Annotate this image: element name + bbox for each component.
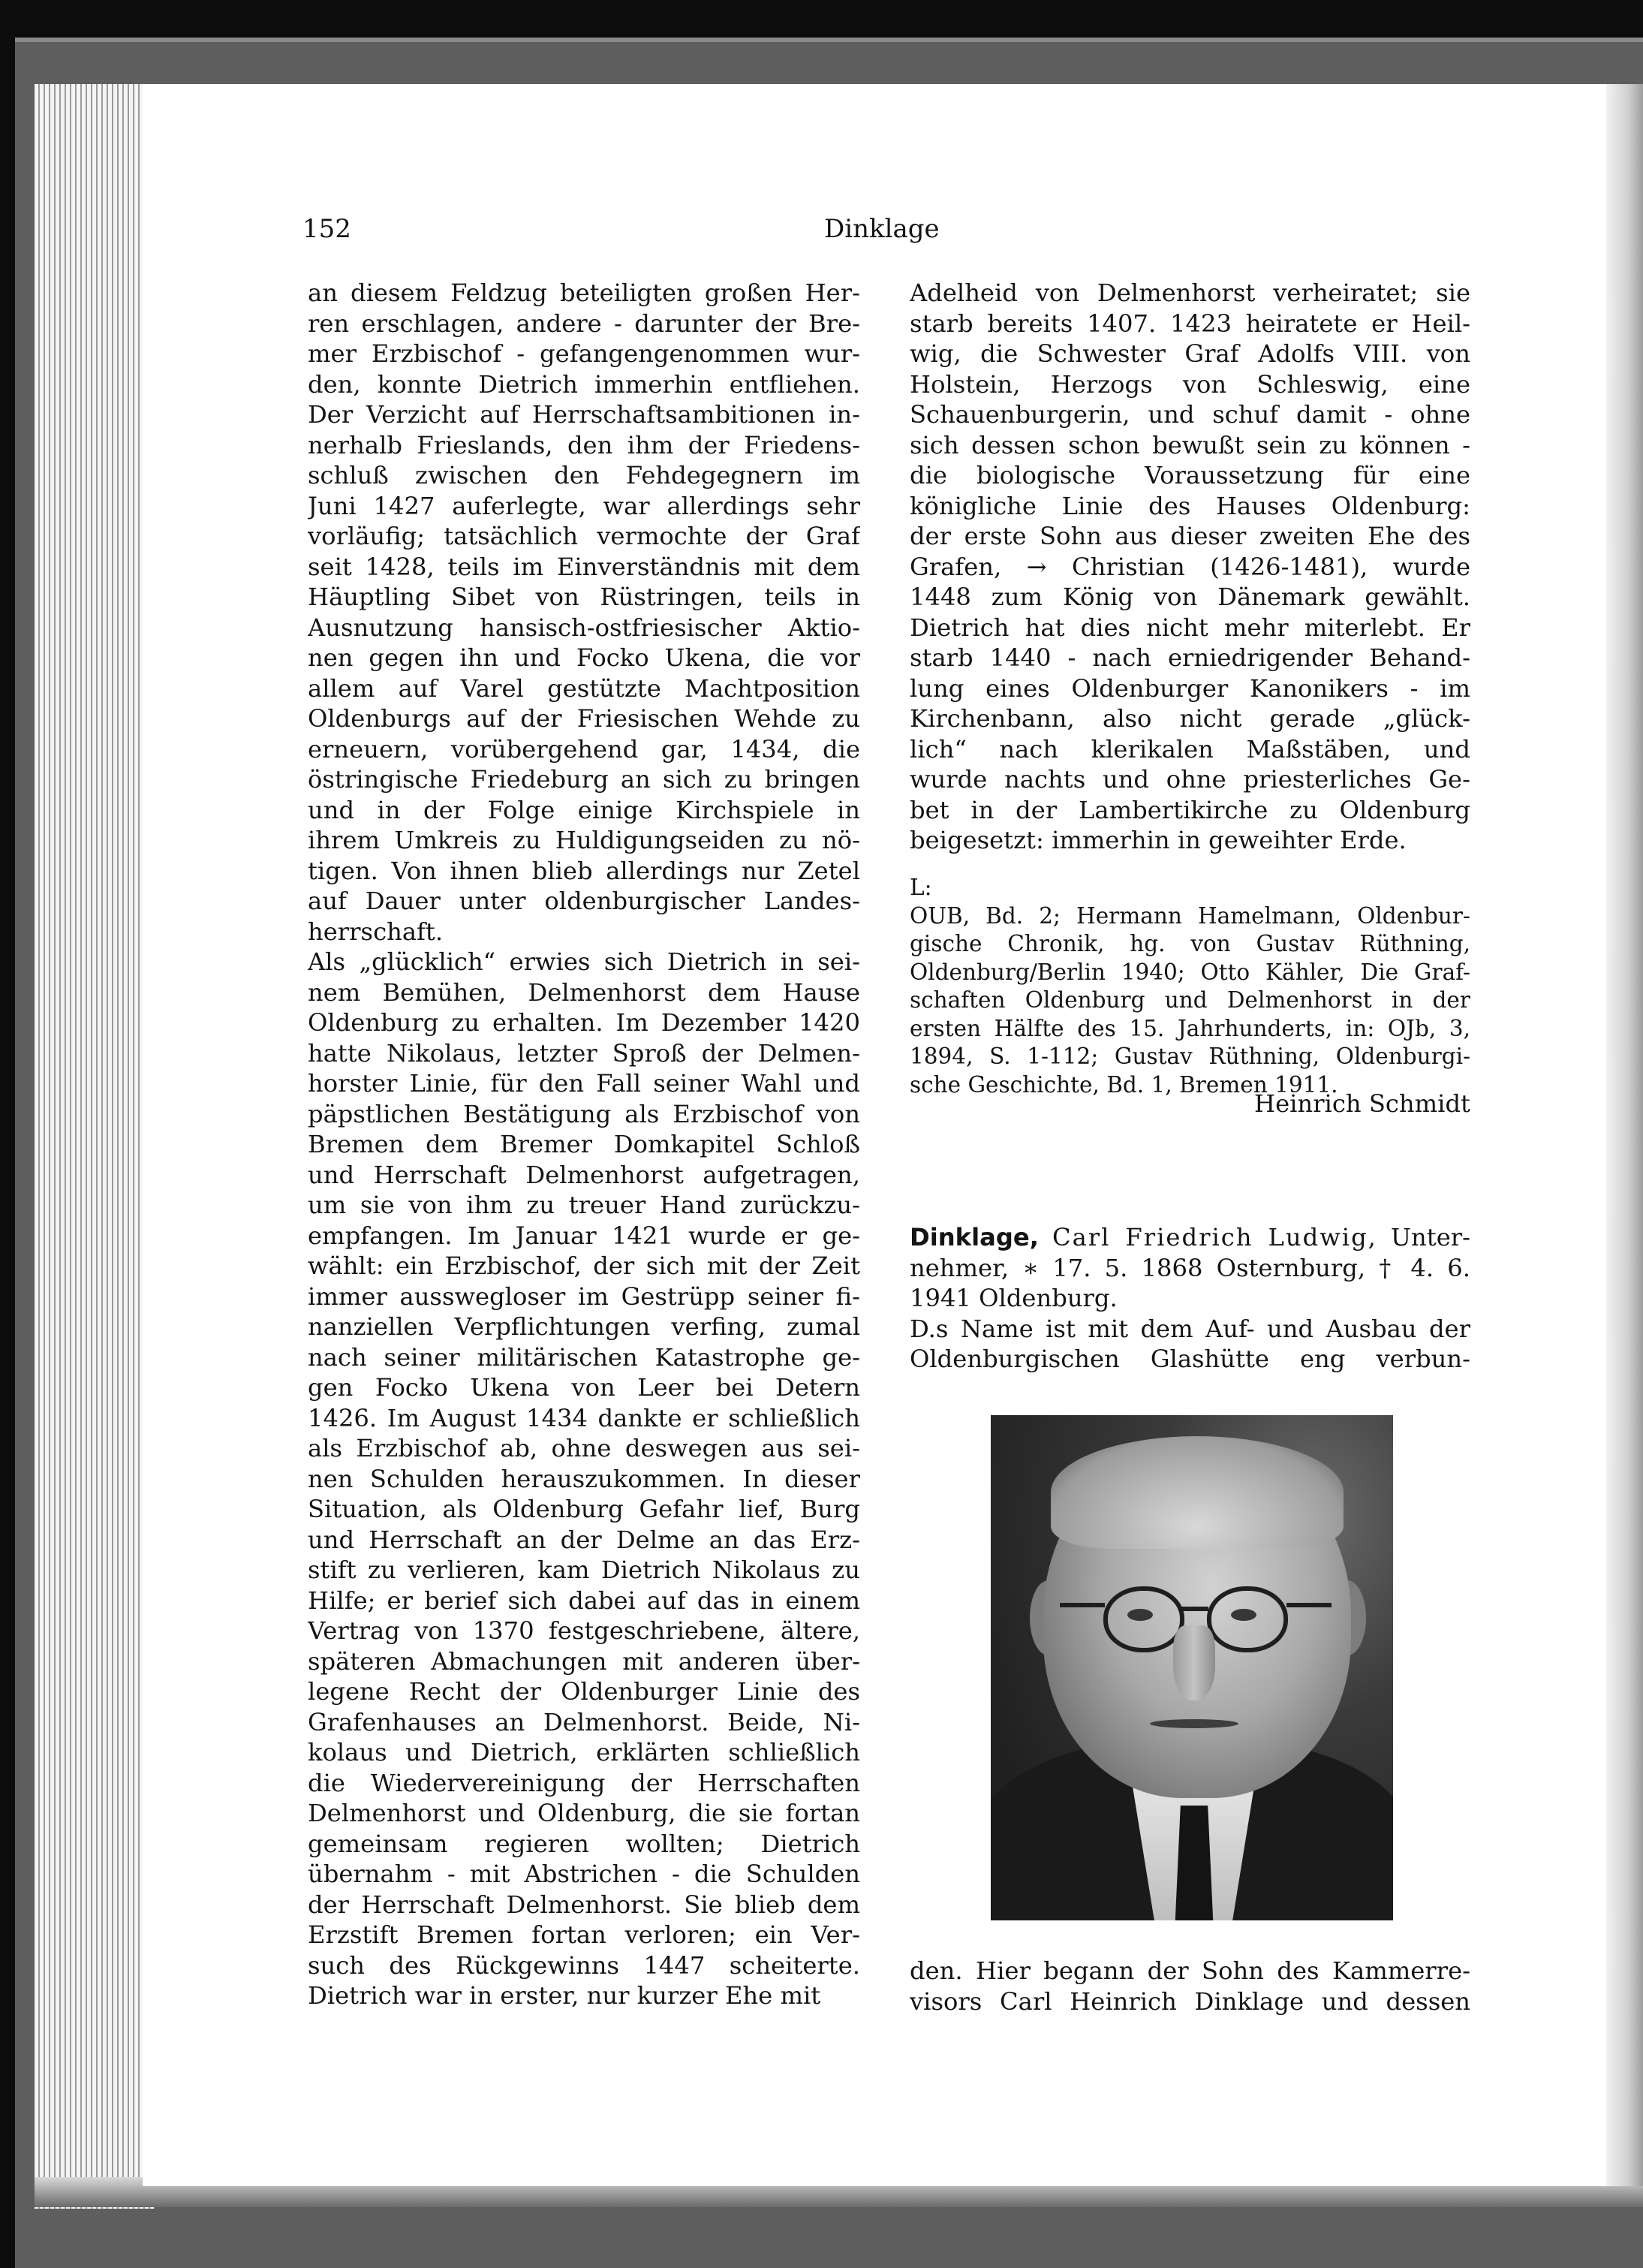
text-line: vorläufig; tatsächlich vermochte der Graf <box>308 522 860 550</box>
text-line: gen Focko Ukena von Leer bei Detern <box>308 1373 860 1402</box>
text-line: erneuern, vorübergehend gar, 1434, die <box>308 734 860 764</box>
text-line: starb 1440 - nach erniedrigender Behand- <box>910 643 1470 672</box>
text-line: allem auf Varel gestützte Machtposition <box>308 673 860 703</box>
text-line: herrschaft. <box>308 917 444 946</box>
page-number: 152 <box>302 214 351 244</box>
text-line: schaften Oldenburg und Delmenhorst in der <box>910 987 1470 1013</box>
text-line: legene Recht der Oldenburger Linie des <box>308 1677 860 1706</box>
text-line: nach seiner militärischen Katastrophe ge- <box>308 1342 860 1372</box>
text-line: beigesetzt: immerhin in geweihter Erde. <box>910 826 1407 854</box>
text-line: späteren Abmachungen mit anderen über- <box>308 1646 860 1676</box>
text-line: Grafen, → Christian (1426-1481), wurde <box>910 552 1470 581</box>
page-edges <box>35 84 155 2209</box>
text-line: wählt: ein Erzbischof, der sich mit der Zeit <box>308 1251 860 1280</box>
text-line: tigen. Von ihnen blieb allerdings nur Zetel <box>308 856 860 885</box>
text-line: Häuptling Sibet von Rüstringen, teils in <box>308 583 860 611</box>
text-line: und Herrschaft Delmenhorst aufgetragen, <box>308 1160 860 1189</box>
text-line: Oldenburg zu erhalten. Im Dezember 1420 <box>308 1008 860 1037</box>
text-line: empfangen. Im Januar 1421 wurde er ge- <box>308 1221 860 1250</box>
text-line: kolaus und Dietrich, erklärten schließlich <box>308 1738 860 1767</box>
text-line: sche Geschichte, Bd. 1, Bremen 1911. <box>910 1071 1338 1098</box>
text-line: Dietrich war in erster, nur kurzer Ehe mit <box>308 1981 821 2010</box>
text-line: Delmenhorst und Oldenburg, die sie fortan <box>308 1799 860 1827</box>
text-line: Schauenburgerin, und schuf damit - ohne <box>910 400 1470 429</box>
text-line: 1448 zum König von Dänemark gewählt. <box>910 583 1470 611</box>
entry-line: visors Carl Heinrich Dinklage und dessen <box>910 1986 1470 2016</box>
text-line: Dietrich hat dies nicht mehr miterlebt. Er <box>910 613 1470 642</box>
text-line: stift zu verlieren, kam Dietrich Nikolaus zu <box>308 1556 860 1584</box>
text-line: Bremen dem Bremer Domkapitel Schloß <box>308 1130 860 1158</box>
text-line: als Erzbischof ab, ohne deswegen aus sei- <box>308 1434 860 1462</box>
text-line: übernahm - mit Abstrichen - die Schulden <box>308 1860 860 1888</box>
text-line: Oldenburgs auf der Friesischen Wehde zu <box>308 704 860 733</box>
text-line: Hilfe; er berief sich dabei auf das in einem <box>308 1586 860 1615</box>
text-line: um sie von ihm zu treuer Hand zurückzu- <box>308 1191 860 1219</box>
text-line: 1894, S. 1-112; Gustav Rüthning, Oldenburgi- <box>910 1044 1470 1069</box>
text-line: gemeinsam regieren wollten; Dietrich <box>308 1829 860 1858</box>
entry-heading-line <box>910 1222 1470 1253</box>
text-line: Erzstift Bremen fortan verloren; ein Ver- <box>308 1920 860 1949</box>
text-line: Ausnutzung hansisch-ostfriesischer Aktio- <box>308 613 860 642</box>
left-column <box>308 278 860 2011</box>
text-line: Der Verzicht auf Herrschaftsambitionen in- <box>308 400 860 429</box>
text-line: und in der Folge einige Kirchspiele in <box>308 795 860 824</box>
text-line: OUB, Bd. 2; Hermann Hamelmann, Oldenbur- <box>910 902 1470 929</box>
text-line: Situation, als Oldenburg Gefahr lief, Burg <box>308 1495 860 1523</box>
text-line: die biologische Voraussetzung für eine <box>910 461 1470 489</box>
text-line: bet in der Lambertikirche zu Oldenburg <box>910 795 1470 824</box>
text-line: der Herrschaft Delmenhorst. Sie blieb dem <box>308 1890 860 1919</box>
text-line: gische Chronik, hg. von Gustav Rüthning, <box>910 931 1470 956</box>
entry-line: nehmer, ∗ 17. 5. 1868 Osternburg, † 4. 6. <box>910 1253 1470 1282</box>
text-line: und Herrschaft an der Delme an das Erz- <box>308 1525 860 1554</box>
portrait-photo <box>991 1415 1393 1920</box>
entry-dinklage <box>910 1222 1470 1375</box>
author-signature: Heinrich Schmidt <box>1254 1089 1470 1118</box>
page-fold-shadow <box>1606 84 1643 2186</box>
text-line: auf Dauer unter oldenburgischer Landes- <box>308 887 860 915</box>
text-line: Kirchenbann, also nicht gerade „glück- <box>910 704 1470 733</box>
entry-line: den. Hier begann der Sohn des Kammerre- <box>910 1956 1470 1985</box>
text-line: die Wiedervereinigung der Herrschaften <box>308 1768 860 1797</box>
text-line: nem Bemühen, Delmenhorst dem Hause <box>308 977 860 1007</box>
text-line: sich dessen schon bewußt sein zu können - <box>910 430 1470 459</box>
entry-line: 1941 Oldenburg. <box>910 1284 1118 1312</box>
text-line: nen gegen ihn und Focko Ukena, die vor <box>308 643 860 672</box>
entry-given-names: Carl Friedrich Ludwig, <box>1052 1223 1377 1251</box>
text-line: ihrem Umkreis zu Huldigungseiden zu nö- <box>308 826 860 854</box>
literature-block <box>910 874 1470 1099</box>
text-line: den, konnte Dietrich immerhin entfliehen. <box>308 369 860 399</box>
text-line: ersten Hälfte des 15. Jahrhunderts, in: OJb, 3, <box>910 1015 1470 1041</box>
literature-label: L: <box>910 875 932 900</box>
text-line: horster Linie, für den Fall seiner Wahl und <box>308 1069 860 1098</box>
text-line: mer Erzbischof - gefangengenommen wur- <box>308 339 860 368</box>
text-line: Vertrag von 1370 festgeschriebene, ältere, <box>308 1616 860 1645</box>
entry-continuation <box>910 1956 1470 2017</box>
text-line: der erste Sohn aus dieser zweiten Ehe des <box>910 522 1470 550</box>
text-line: wurde nachts und ohne priesterliches Ge- <box>910 765 1470 794</box>
entry-name: Dinklage, <box>910 1223 1039 1251</box>
text-line: Adelheid von Delmenhorst verheiratet; sie <box>910 279 1470 307</box>
text-line: starb bereits 1407. 1423 heiratete er Heil- <box>910 309 1470 338</box>
text-line: such des Rückgewinns 1447 scheiterte. <box>308 1950 860 1980</box>
text-line: hatte Nikolaus, letzter Sproß der Delmen- <box>308 1038 860 1068</box>
text-line: östringische Friedeburg an sich zu bringen <box>308 765 860 794</box>
entry-line: Oldenburgischen Glashütte eng verbun- <box>910 1345 1470 1373</box>
text-line: Oldenburg/Berlin 1940; Otto Kähler, Die Graf- <box>910 959 1470 985</box>
right-column-top <box>910 278 1470 856</box>
text-line: an diesem Feldzug beteiligten großen Her- <box>308 279 860 307</box>
text-line: Holstein, Herzogs von Schleswig, eine <box>910 369 1470 399</box>
text-line: königliche Linie des Hauses Oldenburg: <box>910 491 1470 520</box>
text-line: päpstlichen Bestätigung als Erzbischof von <box>308 1099 860 1128</box>
text-line: schluß zwischen den Fehdegegnern im <box>308 461 860 489</box>
text-line: Juni 1427 auferlegte, war allerdings sehr <box>308 491 860 520</box>
text-line: wig, die Schwester Graf Adolfs VIII. von <box>910 339 1470 368</box>
text-line: lung eines Oldenburger Kanonikers - im <box>910 673 1470 703</box>
text-line: Als „glücklich“ erwies sich Dietrich in sei- <box>308 947 860 976</box>
entry-line: D.s Name ist mit dem Auf- und Ausbau der <box>910 1314 1470 1343</box>
entry-line1-rest: Unter- <box>1390 1223 1470 1251</box>
text-line: nerhalb Frieslands, den ihm der Friedens- <box>308 430 860 459</box>
text-line: nanziellen Verpflichtungen verfing, zumal <box>308 1312 860 1341</box>
running-head: Dinklage <box>824 214 940 244</box>
text-line: ren erschlagen, andere - darunter der Bre- <box>308 309 860 338</box>
text-line: lich“ nach klerikalen Maßstäben, und <box>910 734 1470 764</box>
text-line: 1426. Im August 1434 dankte er schließlich <box>308 1403 860 1432</box>
author-signature-block <box>910 1089 1470 1119</box>
text-line: immer ausswegloser im Gestrüpp seiner fi- <box>308 1282 860 1311</box>
text-line: seit 1428, teils im Einverständnis mit dem <box>308 552 860 581</box>
text-line: nen Schulden herauszukommen. In dieser <box>308 1464 860 1493</box>
text-line: Grafenhauses an Delmenhorst. Beide, Ni- <box>308 1707 860 1736</box>
